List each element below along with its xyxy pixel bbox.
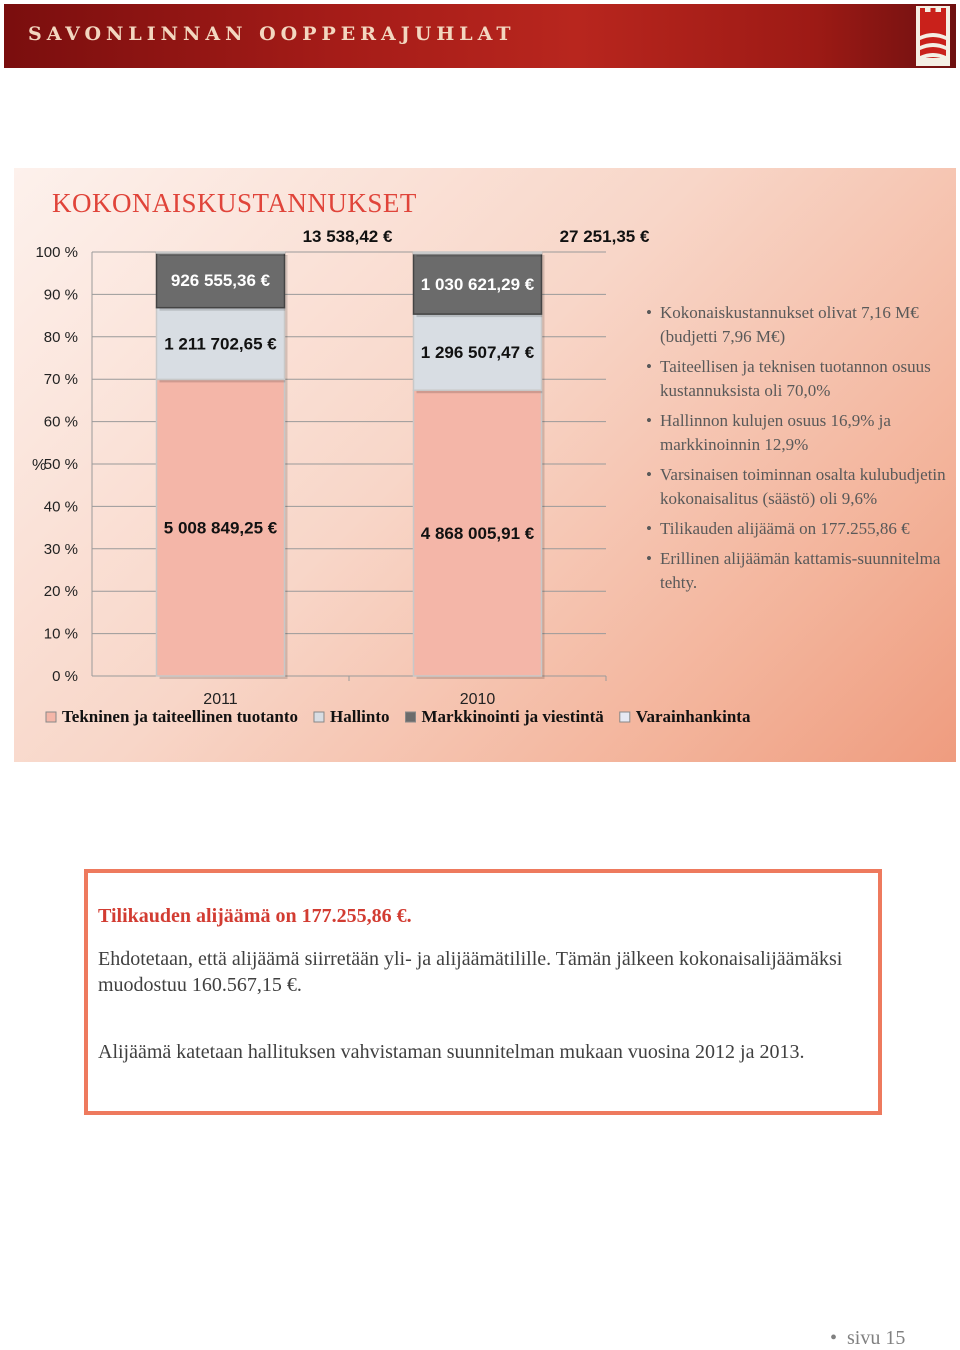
deficit-title: Tilikauden alijäämä on 177.255,86 €. [98,905,412,927]
legend-swatch [46,712,56,722]
data-label: 1 030 621,29 € [420,274,535,294]
x-tick-label: 2011 [203,691,238,708]
banner-title: SAVONLINNAN OOPPERAJUHLAT [28,23,516,45]
summary-bullet: • Tilikauden alijäämä on 177.255,86 € [646,517,946,541]
bar-segment [157,252,285,253]
data-label: 27 251,35 € [559,227,650,246]
chart-slide [14,168,956,762]
y-tick-label: 20 % [43,583,78,601]
bar-segment [414,252,542,254]
y-axis-label: % [32,457,47,474]
castle-logo-icon [916,6,950,66]
y-tick-label: 50 % [43,456,78,473]
summary-bullet: • Hallinnon kulujen osuus 16,9% ja markkinoinnin 12,9% [646,409,946,457]
summary-bullet: • Taiteellisen ja teknisen tuotannon osuus kustannuksista oli 70,0% [646,355,946,403]
header-banner [4,4,956,68]
summary-bullets [646,301,946,601]
data-label: 1 296 507,47 € [420,343,535,363]
legend-label: Hallinto [329,707,390,726]
deficit-coverage-text: Alijäämä katetaan hallituksen vahvistaman suunnitelman mukaan vuosina 2012 ja 2013. [98,1041,805,1063]
page-number: sivu 15 [847,1327,906,1349]
deficit-proposal-text: Ehdotetaan, että alijäämä siirretään yli- ja alijäämätilille. Tämän jälkeen kokonaisalijäämäksi muodostuu 160.567,15 €. [98,948,843,996]
y-tick-label: 60 % [43,413,78,431]
y-tick-label: 90 % [43,286,78,304]
y-tick-label: 10 % [43,625,78,643]
y-tick-label: 70 % [43,371,78,389]
deficit-box [84,869,882,1115]
data-label: 5 008 849,25 € [163,518,278,538]
y-tick-label: 80 % [43,328,78,346]
y-tick-label: 100 % [35,244,78,261]
legend-swatch [314,712,324,722]
data-label: 4 868 005,91 € [420,524,535,544]
legend-label: Tekninen ja taiteellinen tuotanto [62,707,298,726]
summary-bullet: • Kokonaiskustannukset olivat 7,16 M€ (budjetti 7,96 M€) [646,301,946,349]
summary-bullet: • Erillinen alijäämän kattamis-suunnitelma tehty. [646,547,946,595]
bar-shadow [417,255,545,257]
slide-title: KOKONAISKUSTANNUKSET [52,188,417,218]
summary-bullet: • Varsinaisen toiminnan osalta kulubudjetin kokonaisalitus (säästö) oli 9,6% [646,463,946,511]
data-label: 926 555,36 € [170,271,271,291]
bullet-icon: • [830,1327,838,1349]
legend-swatch [620,712,630,722]
y-tick-label: 40 % [43,498,78,516]
y-tick-label: 0 % [52,668,78,685]
legend-swatch [406,712,416,722]
x-tick-label: 2010 [459,691,496,708]
data-label: 13 538,42 € [302,227,393,246]
legend-label: Markkinointi ja viestintä [421,707,604,726]
data-label: 1 211 702,65 € [164,334,277,354]
legend-label: Varainhankinta [635,707,751,726]
bar-shadow [160,255,288,256]
y-tick-label: 30 % [43,540,78,558]
